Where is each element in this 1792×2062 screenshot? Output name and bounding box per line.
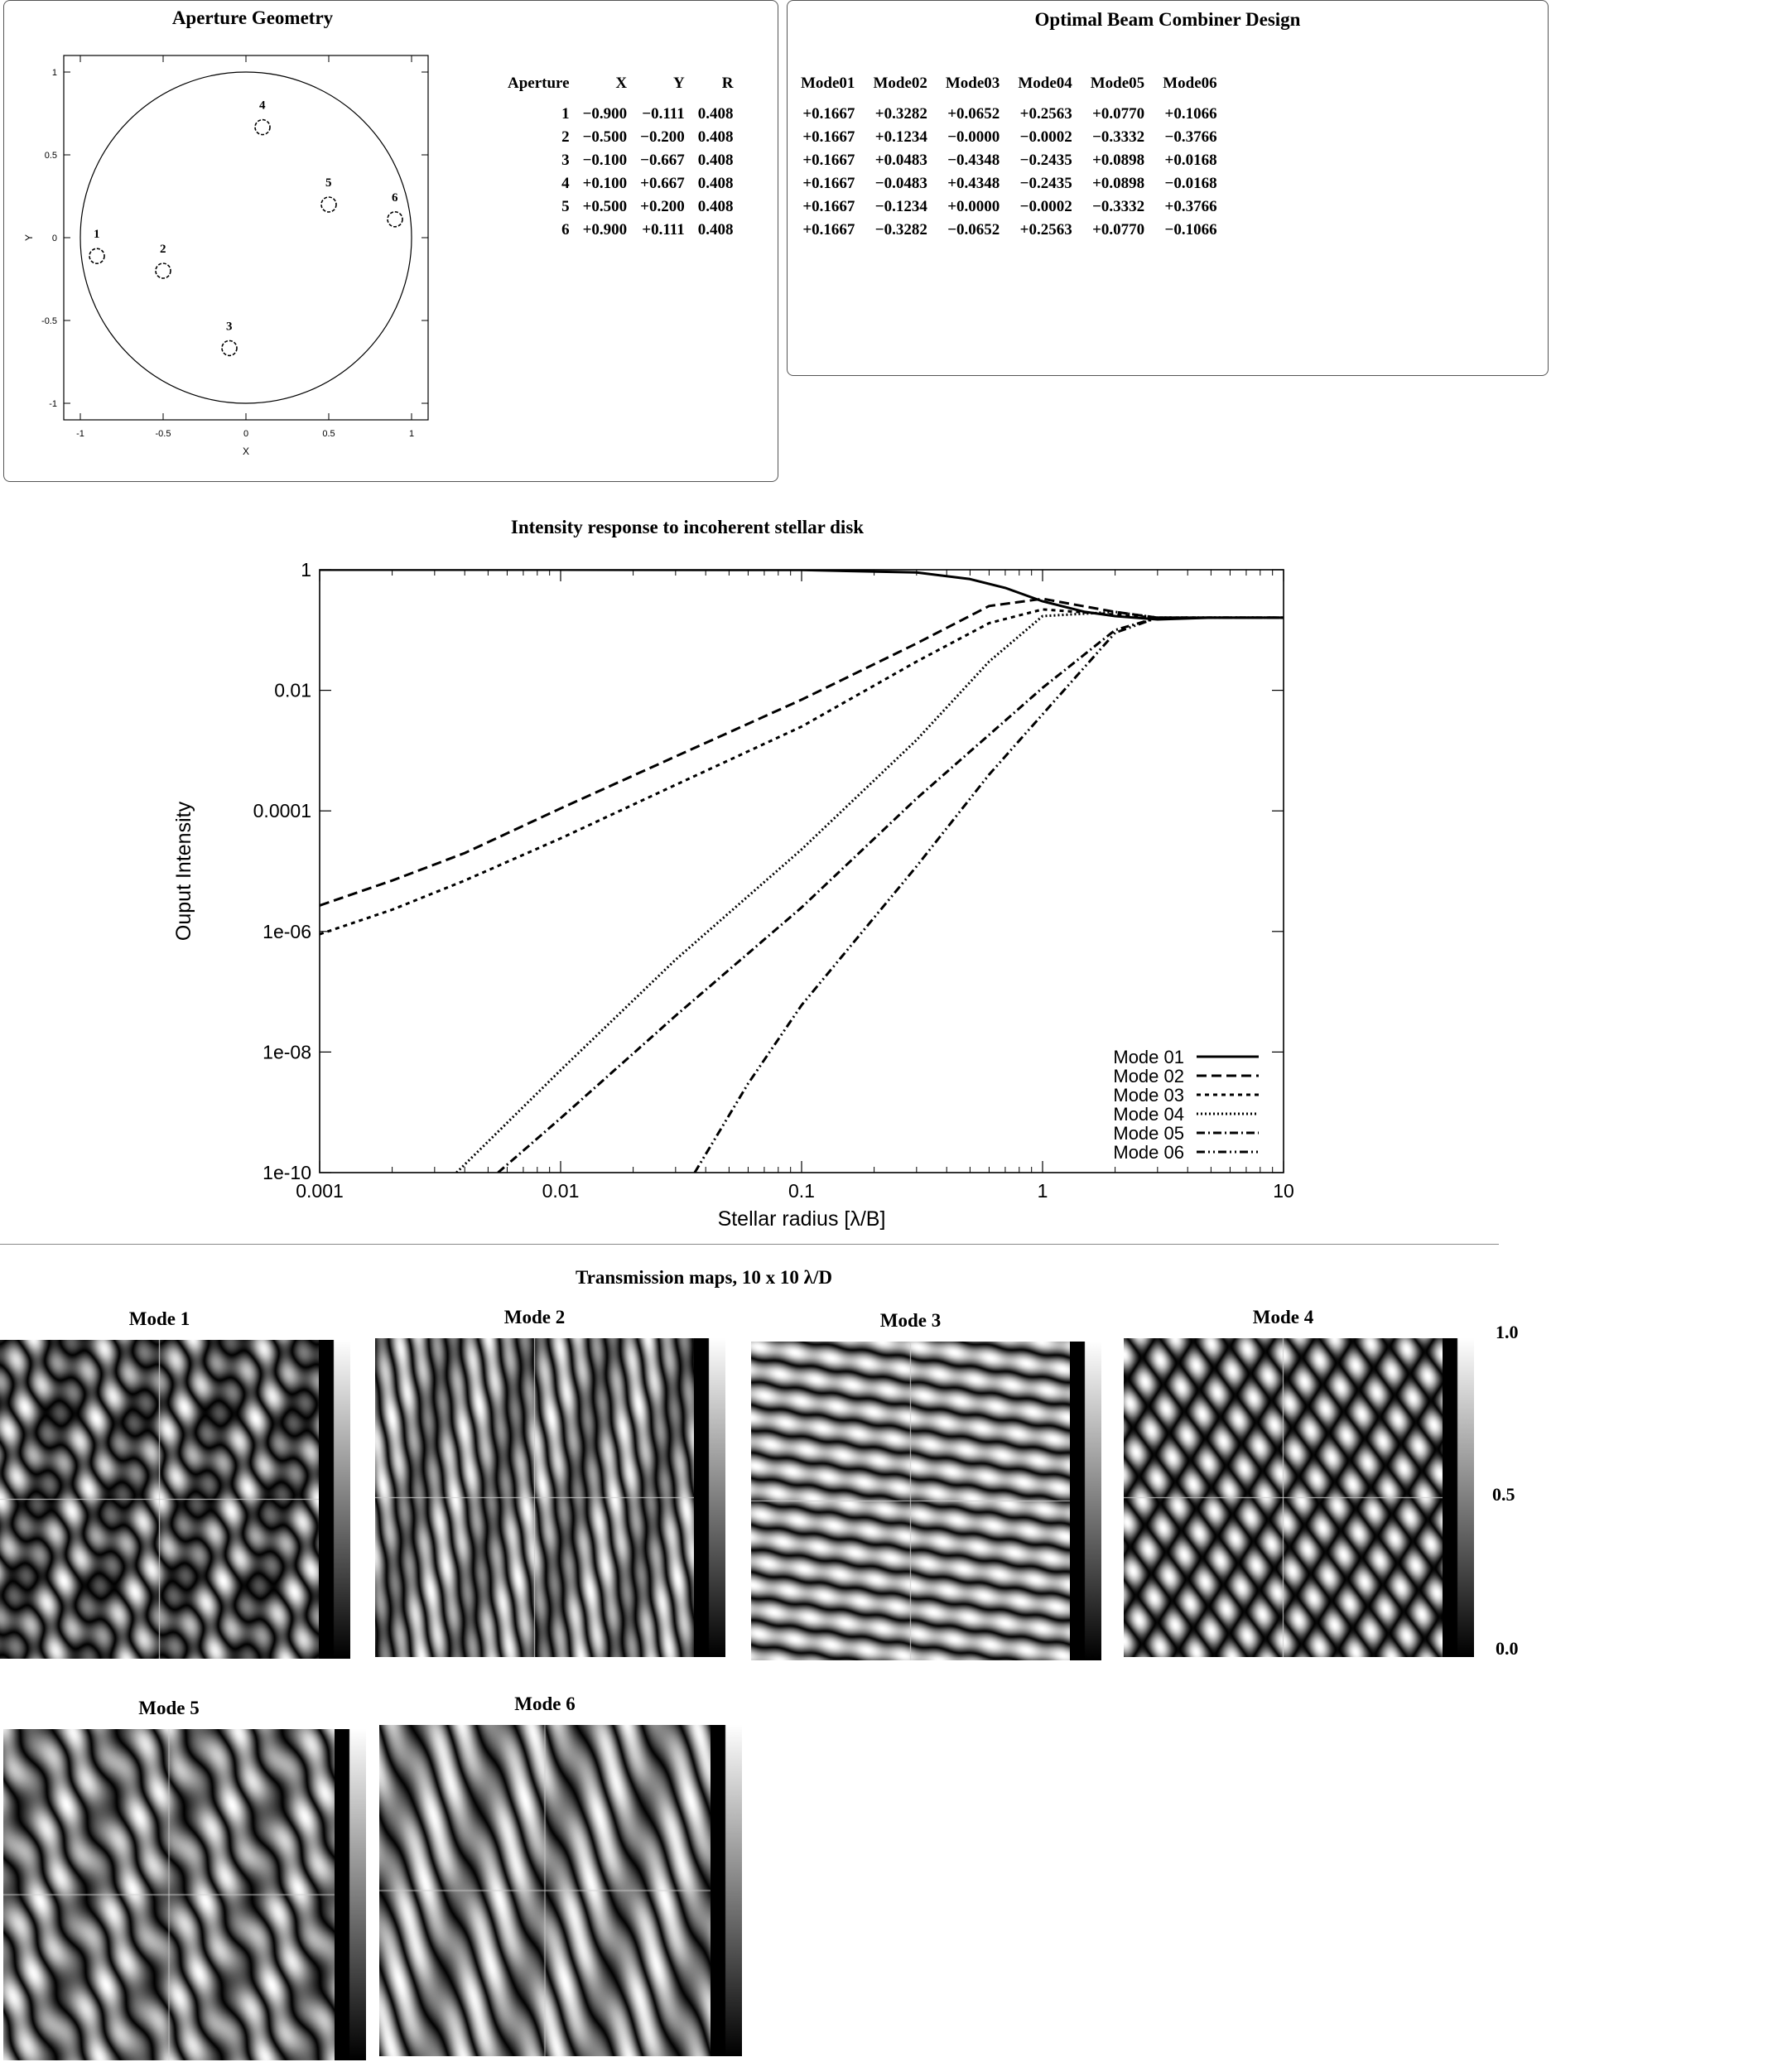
combiner-table-cell: +0.3282 [874, 105, 927, 123]
combiner-table-cell: −0.0002 [1019, 128, 1072, 146]
chart-xlabel: Stellar radius [λ/B] [717, 1207, 886, 1231]
combiner-table-header: Mode02 [873, 75, 927, 92]
aperture-table-header: X [615, 75, 628, 92]
aperture-table-row [501, 126, 739, 149]
combiner-table-cell: −0.2435 [1019, 152, 1072, 169]
aperture-table-cell: 0.408 [697, 198, 734, 215]
legend-label: Mode 03 [1113, 1085, 1184, 1106]
combiner-table-cell: +0.0898 [1092, 152, 1145, 169]
chart-ytick-label: 1e-08 [263, 1041, 311, 1063]
geometry-frame [64, 55, 428, 420]
legend-label: Mode 01 [1113, 1047, 1184, 1067]
geometry-xtick-label: 0.5 [322, 429, 335, 439]
combiner-table-cell: −0.0168 [1164, 175, 1217, 192]
aperture-table-cell: 0.408 [697, 105, 734, 123]
transmission-map-image [375, 1338, 694, 1657]
combiner-table-cell: +0.3766 [1164, 198, 1217, 215]
aperture-table-cell: −0.667 [640, 152, 685, 169]
chart-ytick-label: 1 [301, 559, 311, 581]
combiner-table-cell: +0.0168 [1164, 152, 1217, 169]
legend-label: Mode 06 [1113, 1142, 1184, 1163]
combiner-table-cell: −0.0002 [1019, 198, 1072, 215]
aperture-table-cell: 3 [561, 152, 570, 169]
chart-xtick-label: 10 [1273, 1180, 1294, 1202]
geometry-ytick-label: 1 [51, 68, 57, 78]
aperture-table-cell: +0.900 [582, 221, 628, 238]
series-line-mode-06 [695, 618, 1284, 1173]
combiner-table-cell: −0.4348 [947, 152, 1000, 169]
transmission-colorbar [694, 1338, 725, 1657]
transmission-map-3 [751, 1310, 1116, 1662]
transmission-map-image [379, 1725, 711, 2056]
transmission-colorbar [1070, 1342, 1101, 1660]
aperture-marker-label: 4 [259, 99, 266, 113]
aperture-table [501, 72, 739, 242]
combiner-table-cell: +0.0000 [947, 198, 1000, 215]
combiner-table-header: Mode01 [801, 75, 855, 92]
combiner-table-cell: −0.3766 [1164, 128, 1217, 146]
combiner-table-row [794, 126, 1229, 149]
aperture-table-cell: −0.100 [582, 152, 628, 169]
aperture-marker [321, 197, 336, 212]
aperture-table-cell: 0.408 [697, 175, 734, 192]
aperture-table-header: Aperture [508, 75, 570, 92]
aperture-table-cell: +0.200 [640, 198, 685, 215]
aperture-marker-label: 5 [325, 176, 332, 190]
chart-title: Intensity response to incoherent stellar disk [510, 517, 865, 537]
chart-ytick-label: 1e-06 [263, 920, 311, 942]
aperture-table-cell: −0.900 [582, 105, 628, 123]
combiner-table-cell: +0.1066 [1164, 105, 1217, 123]
aperture-table-header: Y [673, 75, 685, 92]
geometry-xtick-label: -1 [76, 429, 84, 439]
beam-combiner-table [794, 72, 1229, 242]
chart-ytick-label: 0.01 [274, 679, 311, 701]
intensity-response-chart [166, 547, 1358, 1275]
transmission-map-label: Mode 5 [138, 1698, 200, 1718]
aperture-marker [255, 120, 270, 135]
colorbar-tick-max: 1.0 [1496, 1322, 1519, 1342]
combiner-table-cell: +0.0898 [1092, 175, 1145, 192]
aperture-geometry-plot [12, 42, 476, 465]
legend-label: Mode 02 [1113, 1066, 1184, 1086]
aperture-table-cell: +0.667 [640, 175, 685, 192]
combiner-table-cell: +0.1667 [802, 152, 855, 169]
geometry-ylabel: Y [23, 234, 35, 242]
chart-ylabel: Ouput Intensity [172, 801, 195, 942]
aperture-table-row [501, 149, 739, 172]
combiner-table-header: Mode04 [1018, 75, 1072, 92]
geometry-xtick-label: 0 [243, 429, 249, 439]
aperture-table-cell: 5 [561, 198, 570, 215]
aperture-marker-label: 6 [392, 190, 398, 205]
combiner-table-cell: +0.2563 [1019, 105, 1072, 123]
transmission-map-4 [1124, 1307, 1489, 1659]
combiner-table-cell: −0.1066 [1164, 221, 1217, 238]
aperture-marker-label: 3 [226, 320, 233, 334]
aperture-table-cell: +0.500 [582, 198, 628, 215]
aperture-table-cell: 6 [561, 221, 570, 238]
aperture-table-cell: 0.408 [697, 128, 734, 146]
chart-xtick-label: 0.001 [296, 1180, 344, 1202]
combiner-table-cell: −0.2435 [1019, 175, 1072, 192]
combiner-table-row [794, 172, 1229, 195]
transmission-map-label: Mode 3 [879, 1310, 942, 1331]
chart-ytick-label: 1e-10 [263, 1162, 311, 1183]
colorbar-tick-mid: 0.5 [1492, 1484, 1515, 1505]
combiner-table-cell: −0.3332 [1092, 128, 1145, 146]
combiner-table-cell: −0.0000 [947, 128, 1000, 146]
combiner-table-cell: −0.1234 [874, 198, 927, 215]
transmission-map-2 [375, 1307, 740, 1659]
legend-label: Mode 04 [1113, 1104, 1184, 1125]
aperture-table-header: R [721, 75, 734, 92]
transmission-map-1 [0, 1308, 365, 1660]
geometry-ytick-label: -0.5 [41, 316, 57, 326]
geometry-xtick-label: 1 [408, 429, 415, 439]
aperture-table-cell: 2 [561, 128, 570, 146]
aperture-marker [222, 340, 237, 355]
series-line-mode-02 [320, 599, 1284, 905]
aperture-table-cell: −0.500 [582, 128, 628, 146]
combiner-table-cell: +0.2563 [1019, 221, 1072, 238]
aperture-table-cell: 1 [561, 105, 570, 123]
aperture-marker-label: 2 [160, 243, 166, 256]
series-line-mode-03 [320, 609, 1284, 934]
transmission-map-label: Mode 6 [514, 1693, 576, 1714]
combiner-table-cell: +0.1667 [802, 128, 855, 146]
chart-xtick-label: 1 [1037, 1180, 1048, 1202]
combiner-table-row [794, 103, 1229, 126]
combiner-table-cell: +0.0652 [947, 105, 1000, 123]
combiner-table-cell: +0.1667 [802, 198, 855, 215]
combiner-table-cell: −0.0483 [874, 175, 927, 192]
aperture-geometry-panel [3, 0, 778, 482]
aperture-table-cell: +0.100 [582, 175, 628, 192]
transmission-map-image [3, 1729, 335, 2060]
aperture-table-row [501, 103, 739, 126]
combiner-table-row [794, 149, 1229, 172]
telescope-pupil-circle [80, 72, 412, 403]
combiner-table-cell: +0.1667 [802, 221, 855, 238]
aperture-marker [89, 248, 104, 263]
aperture-table-row [501, 172, 739, 195]
geometry-xlabel: X [242, 446, 250, 457]
transmission-map-image [1124, 1338, 1443, 1657]
combiner-table-cell: +0.4348 [947, 175, 1000, 192]
colorbar-tick-min: 0.0 [1496, 1638, 1519, 1659]
transmission-title: Transmission maps, 10 x 10 λ/D [576, 1267, 832, 1288]
aperture-table-cell: 0.408 [697, 152, 734, 169]
geometry-ytick-label: -1 [49, 399, 57, 409]
combiner-table-cell: −0.0652 [947, 221, 1000, 238]
aperture-table-cell: −0.200 [640, 128, 685, 146]
aperture-table-row [501, 219, 739, 242]
aperture-geometry-title: Aperture Geometry [171, 7, 334, 28]
aperture-table-cell: 0.408 [697, 221, 734, 238]
combiner-table-row [794, 195, 1229, 219]
aperture-marker [388, 212, 402, 227]
transmission-colorbar [711, 1725, 742, 2056]
beam-combiner-title: Optimal Beam Combiner Design [1034, 9, 1301, 30]
geometry-xtick-label: -0.5 [155, 429, 171, 439]
aperture-table-row [501, 195, 739, 219]
combiner-table-cell: −0.3332 [1092, 198, 1145, 215]
aperture-marker-label: 1 [94, 228, 100, 242]
aperture-table-cell: −0.111 [642, 105, 685, 123]
chart-xtick-label: 0.1 [788, 1180, 815, 1202]
aperture-table-cell: +0.111 [642, 221, 685, 238]
combiner-table-cell: +0.1667 [802, 175, 855, 192]
combiner-table-cell: +0.0770 [1092, 105, 1145, 123]
combiner-table-cell: +0.1667 [802, 105, 855, 123]
geometry-ytick-label: 0 [51, 234, 57, 243]
combiner-table-header: Mode05 [1090, 75, 1145, 92]
transmission-map-5 [3, 1698, 381, 2062]
transmission-colorbar [319, 1340, 350, 1659]
combiner-table-cell: −0.3282 [874, 221, 927, 238]
beam-combiner-panel [787, 0, 1549, 376]
section-divider [0, 1244, 1499, 1245]
aperture-table-cell: 4 [561, 175, 570, 192]
combiner-table-cell: +0.1234 [874, 128, 927, 146]
transmission-map-label: Mode 2 [503, 1307, 566, 1327]
transmission-map-image [0, 1340, 319, 1659]
transmission-map-label: Mode 1 [128, 1308, 190, 1329]
transmission-map-label: Mode 4 [1252, 1307, 1314, 1327]
combiner-table-header: Mode06 [1163, 75, 1217, 92]
transmission-colorbar [335, 1729, 366, 2060]
geometry-ytick-label: 0.5 [44, 151, 57, 161]
transmission-map-image [751, 1342, 1070, 1660]
legend-label: Mode 05 [1113, 1123, 1184, 1144]
transmission-colorbar [1443, 1338, 1474, 1657]
aperture-marker [156, 263, 171, 278]
combiner-table-header: Mode03 [945, 75, 1000, 92]
combiner-table-cell: +0.0483 [874, 152, 927, 169]
chart-ytick-label: 0.0001 [253, 800, 311, 822]
chart-xtick-label: 0.01 [542, 1180, 580, 1202]
transmission-map-6 [379, 1693, 757, 2058]
combiner-table-row [794, 219, 1229, 242]
combiner-table-cell: +0.0770 [1092, 221, 1145, 238]
